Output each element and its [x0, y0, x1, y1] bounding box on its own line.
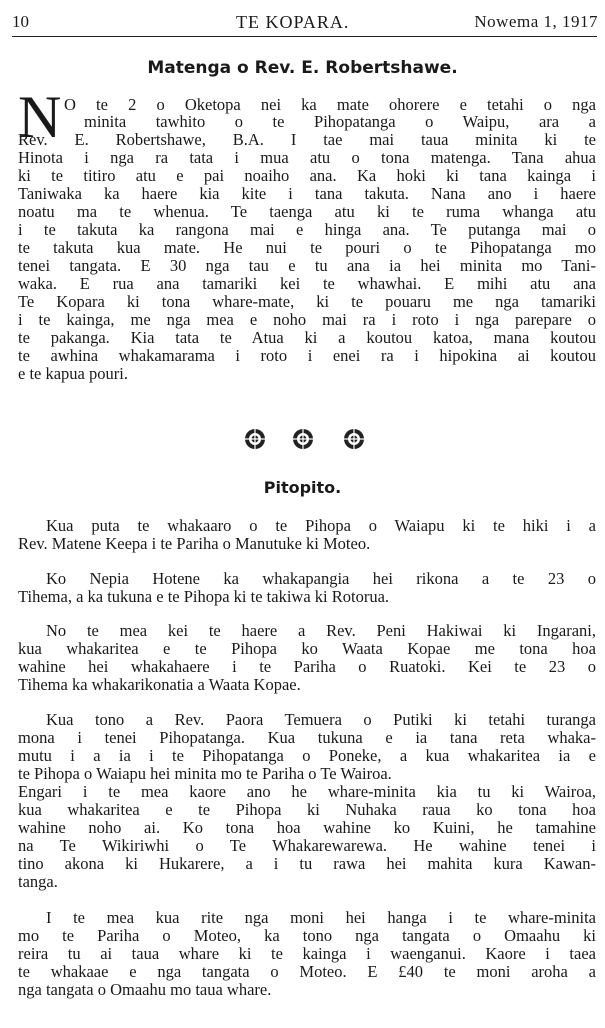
news-line: na Te Wikiriwhi o Te Whakarewarewa. He wahine tenei i: [18, 836, 596, 855]
article1-line: i te kainga, me nga mea e noho mai ra i roto i nga parepare o: [18, 310, 596, 329]
article1-line: ki te titiro atu e pai noaiho ana. Ka hoki ki tana kainga i: [18, 166, 596, 185]
article1-line: Taniwaka ka haere kia kite i tana takuta. Nana ano i haere: [18, 184, 596, 203]
news-line: tanga.: [18, 872, 58, 891]
news-line: Tihema, a ka tukuna e te Pihopa ki te takiwa ki Rotorua.: [18, 587, 390, 606]
article1-line: tenei tangata. E 30 nga tau e tu ana ia hei minita mo Tani-: [18, 256, 596, 275]
page-number: 10: [12, 12, 29, 31]
news-line: wahine hei whakahaere i te Pariha o Ruatoki. Kei te 23 o: [18, 657, 596, 676]
article1-line: e te kapua pouri.: [18, 364, 128, 383]
news-line: Kua puta te whakaaro o te Pihopa o Waiapu ki te hiki i a: [46, 516, 596, 535]
article1-line: minita tawhito o te Pihopatanga o Waipu, ara a: [84, 112, 596, 131]
news-line: te Pihopa o Waiapu hei minita mo te Pariha o Te Wairoa.: [18, 764, 392, 783]
drop-cap: N: [18, 84, 62, 150]
news-line: No te mea kei te haere a Rev. Peni Hakiwai ki Ingarani,: [46, 621, 596, 640]
publication-title: TE KOPARA.: [236, 12, 350, 32]
article1-line: te awhina whakamarama i roto i enei ra i hipokina ai koutou: [18, 346, 596, 365]
article1-line: Hinota i nga ra tata i mua atu o tona matenga. Tana ahua: [18, 148, 596, 167]
news-line: tino akona ki Hukarere, a i tu rawa hei mahita kura Kawan-: [18, 854, 596, 873]
article1-line: noatu ma te whenua. Te taenga atu ki te ruma whanga atu: [18, 202, 596, 221]
news-line: mutu i a ia i te Pihopatanga o Poneke, a kua whakaritea ia e: [18, 746, 596, 765]
news-line: kua whakaritea e te Pihopa ki Nuhaka raua ko tona hoa: [18, 800, 596, 819]
news-line: kua whakaritea e te Pihopa ko Waata Kopae me tona hoa: [18, 639, 596, 658]
article1-line: O te 2 o Oketopa nei ka mate ohorere e tetahi o nga: [64, 95, 596, 114]
news-line: I te mea kua rite nga moni hei hanga i te whare-minita: [46, 908, 596, 927]
article1-line: waka. E rua ana tamariki kei te whawhai. E mihi atu ana: [18, 274, 596, 293]
flower-ornament: [291, 428, 315, 450]
issue-date: Nowema 1, 1917: [474, 12, 598, 31]
news-line: wahine noho ai. Ko tona hoa wahine ko Kuini, he tamahine: [18, 818, 596, 837]
news-line: reira tu ai taua whare ki te kainga i waenganui. Kaore i taea: [18, 944, 596, 963]
news-line: Engari i te mea kaore ano he whare-minita kia tu ki Wairoa,: [18, 782, 596, 801]
article1-line: te takuta kua mate. He nui te pouri o te Pihopatanga mo: [18, 238, 596, 257]
news-line: Rev. Matene Keepa i te Pariha o Manutuke ki Moteo.: [18, 534, 371, 553]
flower-ornament: [243, 428, 267, 450]
article-title-news: Pitopito.: [263, 478, 342, 497]
running-header: [8, 6, 598, 36]
news-line: mo te Pariha o Moteo, ka tono nga tangata o Omaahu ki: [18, 926, 596, 945]
news-line: Kua tono a Rev. Paora Temuera o Putiki ki tetahi turanga: [46, 710, 596, 729]
flower-ornament: [342, 428, 366, 450]
ornament-divider: [0, 428, 605, 452]
news-line: Tihema ka whakarikonatia a Waata Kopae.: [18, 675, 301, 694]
header-rule: [12, 36, 597, 37]
news-line: nga tangata o Omaahu mo taua whare.: [18, 980, 272, 999]
article1-line: i te takuta ka rangona mai e hinga ana. Te putanga mai o: [18, 220, 596, 239]
article-title-obituary: Matenga o Rev. E. Robertshawe.: [147, 58, 458, 78]
article1-line: te pakanga. Kia tata te Atua ki a koutou katoa, mana koutou: [18, 328, 596, 347]
article1-line: Te Kopara ki tona whare-mate, ki te pouaru me nga tamariki: [18, 292, 596, 311]
article1-line: Rev. E. Robertshawe, B.A. I tae mai taua minita ki te: [18, 130, 596, 149]
news-line: Ko Nepia Hotene ka whakapangia hei rikona a te 23 o: [46, 569, 596, 588]
news-line: te whakaae e nga tangata o Moteo. E £40 te moni aroha a: [18, 962, 596, 981]
news-line: mona i tenei Pihopatanga. Kua tukuna e ia tana reta whaka-: [18, 728, 596, 747]
